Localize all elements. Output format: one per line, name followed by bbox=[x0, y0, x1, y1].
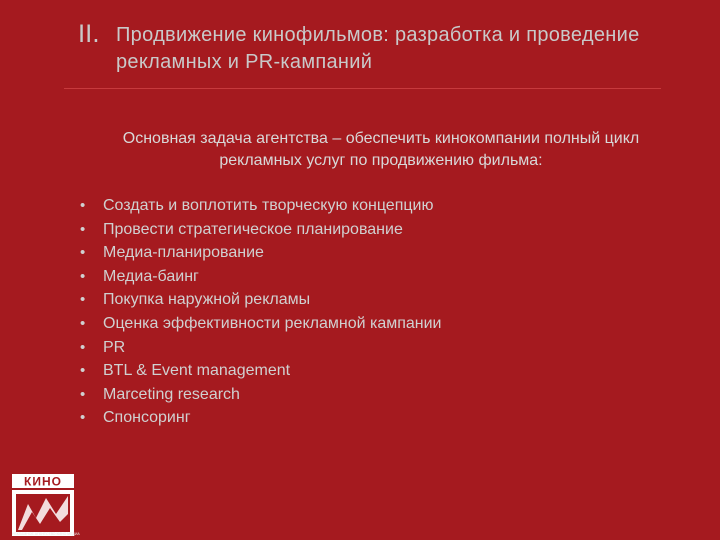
list-item bbox=[80, 288, 640, 312]
bullet-dot-icon: • bbox=[80, 220, 86, 238]
list-item-text: Провести стратегическое планирование bbox=[103, 220, 403, 238]
list-item bbox=[80, 218, 640, 242]
list-item bbox=[80, 383, 640, 407]
list-item-text: Оценка эффективности рекламной кампании bbox=[103, 314, 442, 332]
list-item bbox=[80, 265, 640, 289]
bullet-dot-icon: • bbox=[80, 385, 86, 403]
bullet-dot-icon: • bbox=[80, 244, 86, 262]
bullet-dot-icon: • bbox=[80, 267, 86, 285]
kino-logo bbox=[12, 474, 74, 536]
list-item bbox=[80, 194, 640, 218]
section-number: II. bbox=[78, 20, 100, 48]
list-item bbox=[80, 336, 640, 360]
list-item-text: Спонсоринг bbox=[103, 409, 191, 427]
lead-paragraph: Основная задача агентства – обеспечить кинокомпании полный цикл рекламных услуг по продвижению фильма: bbox=[122, 130, 640, 169]
list-item bbox=[80, 359, 640, 383]
bullet-dot-icon: • bbox=[80, 291, 86, 309]
list-item-text: Marceting research bbox=[103, 385, 240, 403]
logo-caption: РЕКЛАМНОЕ АГЕНТСТВО КИНО МЕДИА bbox=[12, 532, 80, 536]
bullet-dot-icon: • bbox=[80, 197, 86, 214]
title-divider bbox=[64, 88, 661, 89]
list-item-text: Создать и воплотить творческую концепцию bbox=[103, 197, 434, 214]
bullet-dot-icon: • bbox=[80, 362, 86, 380]
bullet-list bbox=[80, 194, 640, 430]
bullet-dot-icon: • bbox=[80, 409, 86, 427]
svg-text:КИНО: КИНО bbox=[24, 474, 62, 489]
bullet-dot-icon: • bbox=[80, 314, 86, 332]
list-item-text: PR bbox=[103, 338, 126, 356]
title-text: Продвижение кинофильмов: разработка и проведение рекламных и PR-кампаний bbox=[116, 24, 640, 73]
list-item-text: Покупка наружной рекламы bbox=[103, 291, 311, 309]
list-item bbox=[80, 406, 640, 430]
list-item-text: BTL & Event management bbox=[103, 362, 291, 380]
list-item bbox=[80, 241, 640, 265]
list-item bbox=[80, 312, 640, 336]
bullet-dot-icon: • bbox=[80, 338, 86, 356]
list-item-text: Медиа-баинг bbox=[103, 267, 199, 285]
list-item-text: Медиа-планирование bbox=[103, 244, 264, 262]
